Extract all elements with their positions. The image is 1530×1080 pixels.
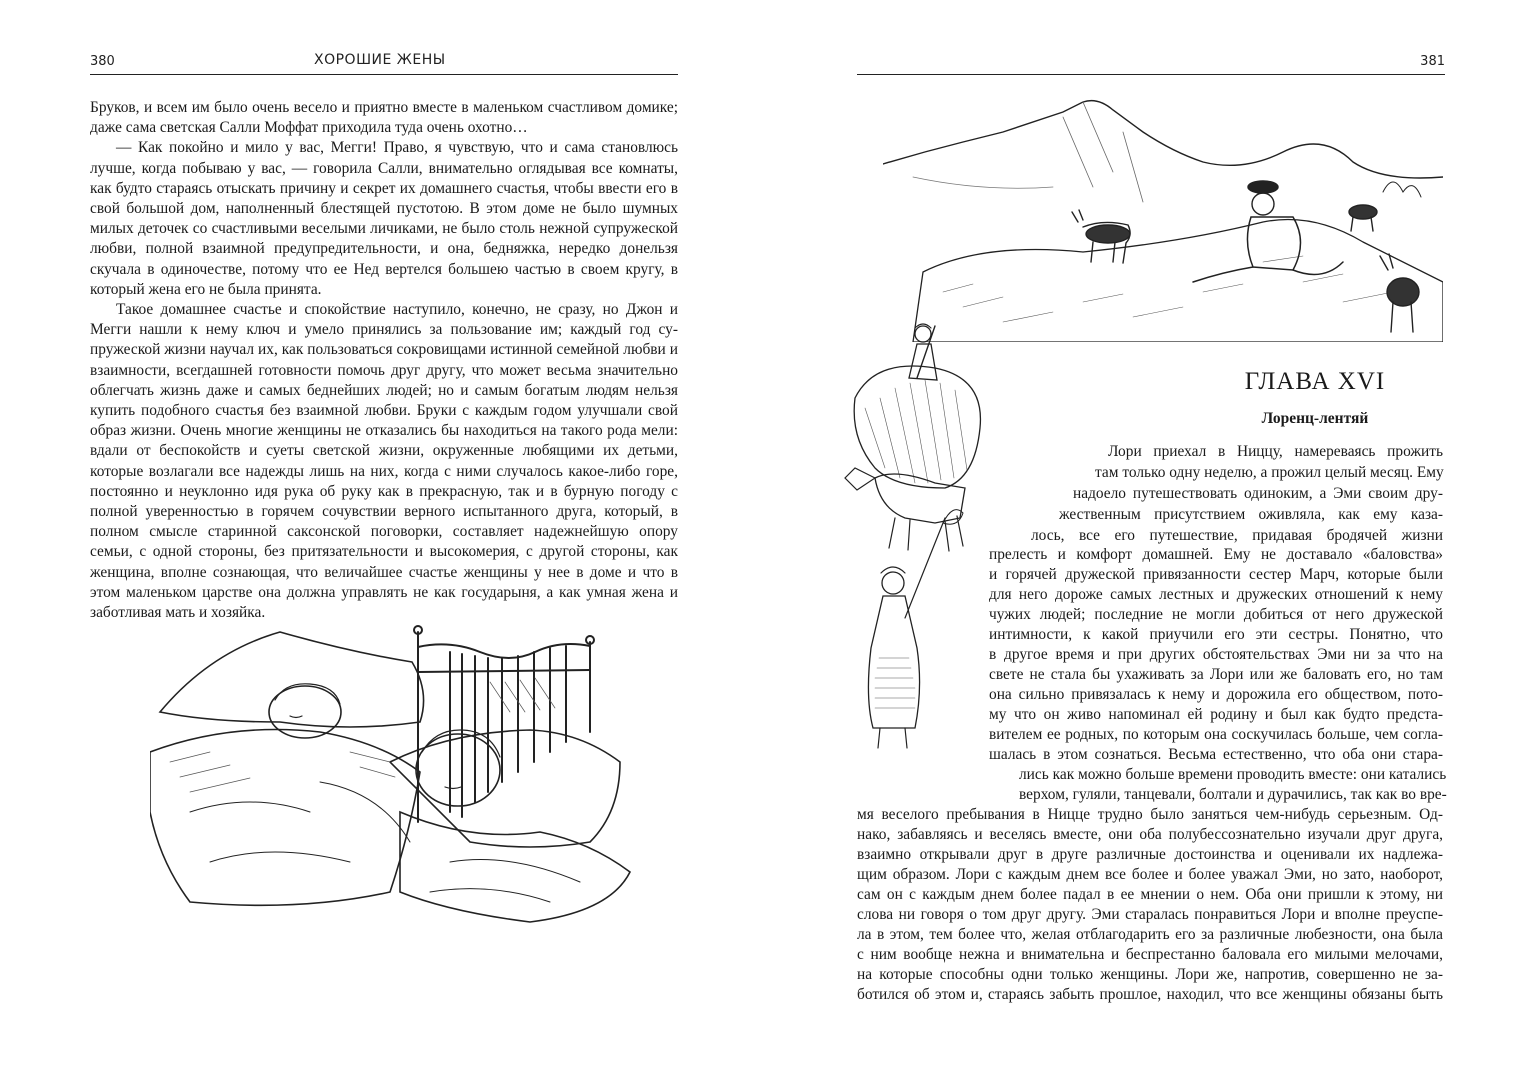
text-line: и горячей дружеской привязанности сестер Марч, которые были xyxy=(989,566,1443,583)
page-number-left: 380 xyxy=(90,54,115,69)
text-line: нако, забавляясь и веселясь вместе, они оба полубессознательно изучали друг друга, xyxy=(857,826,1443,843)
paragraph: — Как покойно и мило у вас, Мегги! Право, я чувствую, что и сама становлюсь лучше, когда побываю у вас, — говорила Салли, внимательно оглядывая все комнаты, как будто стараясь отыскать причину и секрет их домашнего счастья, чтобы ввести его в свой большой дом, наполненный блестящей пустотою. В этом доме не было шумных милых деточек со счастливыми веселыми личиками, не было столь нежной супружеской любви, полной взаимной предупредительности, и она, бедняжка, нередко донельзя скучала в одиночестве, потому что ее Нед вертелся большею частью в своем кругу, в который жена его не была принята. xyxy=(90,139,678,298)
text-line: вителем ее родных, по которым она соскучилась больше, чем согла- xyxy=(989,726,1443,743)
text-line: с ним вообще нежна и внимательна и беспрестанно баловала его милыми мелочами, xyxy=(857,946,1443,963)
text-line: взаимно открывали друг в друге различные достоинства и оценивали их надлежа- xyxy=(857,846,1443,863)
peasant-girls-illustration xyxy=(835,318,1015,760)
right-page xyxy=(765,0,1530,1080)
paragraph: Такое домашнее счастье и спокойствие наступило, конечно, не сразу, но Джон и Мегги нашли к нему ключ и умело принялись за пользование им; каждый год супружеской жизни научал их, как пользоваться сокровищами истинной семейной любви и взаимности, всегдашней готовности помочь друг другу, что может весьма значительно облегчать жизнь даже и самых беднейших людей; но и самым богатым людям нельзя купить подобного счастья без взаимной любви. Бруки с каждым годом улучшали свой образ жизни. Очень многие женщины не отказались бы находиться на такого рода мели: вдали от беспокойств и суеты светской жизни, окруженные любящими их детьми, которые возлагали все надежды лишь на них, когда с ними случалось какое-либо горе, постоянно и неуклонно идя рука об руку как в прекрасную, так и в бурную погоду с полной уверенностью в горячем сочувствии верного испытанного друга, который, в полном смысле старинной саксонской поговорки, составляет надежнейшую опору семьи, с одной стороны, без притязательности и высокомерия, с другой стороны, как женщина, вполне сознающая, что величайшее счастье женщины у нее в доме и что в этом маленьком царстве она должна управлять не как государыня, а как умная жена и заботливая мать и хозяйка. xyxy=(90,301,678,622)
text-line: щим образом. Лори с каждым днем все более и более уважал Эми, но зато, наоборот, xyxy=(857,866,1443,883)
text-line: лось, все его путешествие, придавая бродячей жизни xyxy=(1031,527,1443,544)
right-page-header xyxy=(857,50,1445,75)
running-head: ХОРОШИЕ ЖЕНЫ xyxy=(314,52,446,68)
text-line: сам он с каждым днем более падал в ее мнении о нем. Оба они пришли к этому, ни xyxy=(857,886,1443,903)
text-line: прелесть и комфорт домашней. Ему не доставало «баловства» xyxy=(989,546,1443,563)
sleeping-children-illustration xyxy=(150,612,640,924)
left-text-block xyxy=(90,98,678,623)
text-line: му что он живо напоминал ей родину и был как будто предста- xyxy=(989,706,1443,723)
text-line: слова ни говоря о том друг другу. Эми старалась понравиться Лори и вполне преуспе- xyxy=(857,906,1443,923)
text-line: мя веселого пребывания в Ницце трудно было заняться чем-нибудь серьезным. Од- xyxy=(857,806,1443,823)
text-line: на которые способны одни только женщины. Лори же, напротив, совершенно не за- xyxy=(857,966,1443,983)
text-line: она сильно привязалась к нему и дорожила его обществом, пото- xyxy=(989,686,1443,703)
text-line: жественным присутствием оживляла, как ему каза- xyxy=(1059,506,1443,523)
text-line: интимности, к какой приучили его эти сестры. Понятно, что xyxy=(989,626,1443,643)
chapter-title: ГЛАВА XVI xyxy=(1244,368,1386,395)
chapter-subtitle: Лоренц-лентяй xyxy=(1261,410,1369,427)
paragraph: Бруков, и всем им было очень весело и приятно вместе в маленьком счастливом домике; даже сама светская Салли Моффат приходила туда очень охотно… xyxy=(90,99,678,137)
text-line: там только одну неделю, а прожил целый месяц. Ему xyxy=(1095,464,1444,481)
text-line: чужих людей; последние не могли добиться от него дружеской xyxy=(989,606,1443,623)
text-line: в другое время и при других обстоятельствах Эми ни за что на xyxy=(989,646,1443,663)
text-line: надоело путешествовать одиноким, а Эми своим дру- xyxy=(1073,485,1443,502)
left-page-header xyxy=(90,50,678,75)
text-line: лись как можно больше времени проводить вместе: они катались xyxy=(1019,766,1447,783)
text-line: для него дороже самых лестных и дружеских отношений к нему xyxy=(989,586,1443,603)
text-line: шалась в этом сознаться. Весьма естественно, что оба они стара- xyxy=(989,746,1443,763)
text-line: ла в этом, тем более что, желая отблагодарить его за различные любезности, она была xyxy=(857,926,1443,943)
text-line: ботился об этом и, стараясь забыть прошлое, находил, что все женщины обязаны быть xyxy=(857,986,1443,1003)
page-number-right: 381 xyxy=(1420,54,1445,69)
text-line: верхом, гуляли, танцевали, болтали и дурачились, так как во вре- xyxy=(1019,786,1447,803)
text-line: Лори приехал в Ниццу, намереваясь прожить xyxy=(1108,443,1443,460)
mountain-shepherd-illustration xyxy=(883,92,1443,342)
text-line: свете не стала бы ухаживать за Лори или же баловать его, но там xyxy=(989,666,1443,683)
